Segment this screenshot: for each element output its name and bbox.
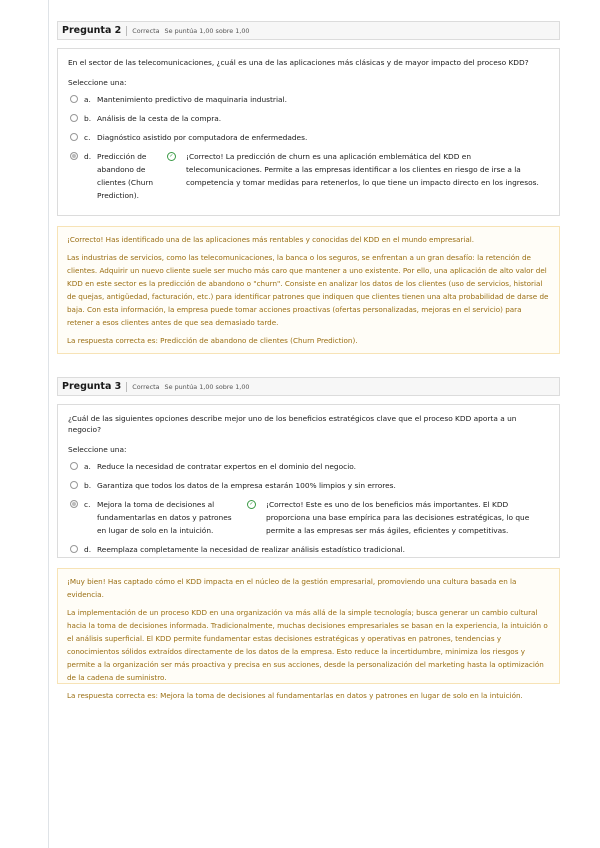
page-left-rule xyxy=(48,0,49,848)
question-number: Pregunta 3 xyxy=(62,381,122,392)
answer-option-d[interactable] xyxy=(68,150,549,202)
question-number: Pregunta 2 xyxy=(62,25,122,36)
option-letter: d. xyxy=(84,152,92,161)
question-2-header xyxy=(57,21,560,40)
radio-button[interactable] xyxy=(70,462,78,470)
answer-option-a[interactable] xyxy=(68,460,549,473)
option-letter: b. xyxy=(84,114,92,123)
option-letter: d. xyxy=(84,545,92,554)
answer-option-d[interactable] xyxy=(68,543,549,556)
option-letter: b. xyxy=(84,481,92,490)
select-prompt: Seleccione una: xyxy=(68,445,127,454)
radio-button[interactable] xyxy=(70,545,78,553)
option-letter: c. xyxy=(84,133,91,142)
radio-button[interactable] xyxy=(70,95,78,103)
option-text: Garantiza que todos los datos de la empresa estarán 100% limpios y sin errores. xyxy=(97,481,396,490)
radio-button[interactable] xyxy=(70,481,78,489)
radio-button[interactable] xyxy=(70,133,78,141)
question-grade: Se puntúa 1,00 sobre 1,00 xyxy=(164,26,250,35)
feedback-explanation: La implementación de un proceso KDD en una organización va más allá de la simple tecnología; busca generar un cambio cultural hacia la toma de decisiones informada. Tradicionalmente, muchas decisiones empresariales se basan en la experiencia, la intuición o el análisis superficial. El KDD permite fundamentar estas decisiones estratégicas y operativas en patrones, tendencias y conocimientos sólidos extraídos directamente de los datos de la empresa. Esto reduce la incertidumbre, minimiza los riesgos y permite a la organización ser más proactiva y precisa en sus acciones, desde la personalización del marketing hasta la optimización de la cadena de suministro. xyxy=(67,608,548,682)
feedback-explanation: Las industrias de servicios, como las telecomunicaciones, la banca o los seguros, se enfrentan a un gran desafío: la retención de clientes. Adquirir un nuevo cliente suele ser mucho más caro que mantener a uno existente. Por ello, una aplicación de alto valor del KDD en este sector es la predicción de abandono o "churn". Consiste en analizar los datos de los clientes (uso de servicios, historial de quejas, antigüedad, facturación, etc.) para identificar patrones que indiquen que clientes tienen una alta probabilidad de darse de baja. Con esta información, la empresa puede tomar acciones proactivas (ofertas personalizadas, mejoras en el servicio) para retener a esos clientes antes de que sea demasiado tarde. xyxy=(67,253,549,327)
question-2-general-feedback xyxy=(57,226,560,354)
correct-check-icon: ✓ xyxy=(167,152,176,161)
answer-option-c[interactable] xyxy=(68,131,549,144)
right-answer: La respuesta correcta es: Mejora la toma de decisiones al fundamentarlas en datos y patrones en lugar de solo en la intuición. xyxy=(67,691,523,700)
option-feedback: ¡Correcto! La predicción de churn es una aplicación emblemática del KDD en telecomunicaciones. Permite a las empresas identificar a los clientes en riesgo de irse a la competencia y tomar medidas para retenerlos, lo que tiene un impacto directo en los ingresos. xyxy=(186,152,539,187)
option-letter: a. xyxy=(84,95,91,104)
correct-check-icon: ✓ xyxy=(247,500,256,509)
question-2-content xyxy=(57,48,560,216)
feedback-summary: ¡Muy bien! Has captado cómo el KDD impacta en el núcleo de la gestión empresarial, promoviendo una cultura basada en la evidencia. xyxy=(67,577,517,599)
option-text: Mantenimiento predictivo de maquinaria industrial. xyxy=(97,95,287,104)
header-divider xyxy=(126,382,127,392)
option-text: Diagnóstico asistido por computadora de enfermedades. xyxy=(97,133,308,142)
question-state: Correcta xyxy=(132,382,160,391)
option-text: Predicción de abandono de clientes (Churn Prediction). xyxy=(97,152,154,200)
answer-option-b[interactable] xyxy=(68,479,549,492)
question-grade: Se puntúa 1,00 sobre 1,00 xyxy=(164,382,250,391)
radio-button[interactable] xyxy=(70,114,78,122)
question-state: Correcta xyxy=(132,26,160,35)
option-text: Reemplaza completamente la necesidad de realizar análisis estadístico tradicional. xyxy=(97,545,405,554)
question-3-general-feedback xyxy=(57,568,560,700)
radio-button-selected[interactable] xyxy=(70,152,78,160)
option-text: Reduce la necesidad de contratar expertos en el dominio del negocio. xyxy=(97,462,356,471)
question-3-content xyxy=(57,404,560,558)
question-text: ¿Cuál de las siguientes opciones describe mejor uno de los beneficios estratégicos clave que el proceso KDD aporta a un negocio? xyxy=(68,414,517,434)
answer-option-c[interactable] xyxy=(68,498,549,537)
header-divider xyxy=(126,26,127,36)
option-text: Mejora la toma de decisiones al fundamentarlas en datos y patrones en lugar de solo en la intuición. xyxy=(97,500,232,535)
question-3-header xyxy=(57,377,560,396)
feedback-summary: ¡Correcto! Has identificado una de las aplicaciones más rentables y conocidas del KDD en el mundo empresarial. xyxy=(67,235,475,244)
radio-button-selected[interactable] xyxy=(70,500,78,508)
option-feedback: ¡Correcto! Este es uno de los beneficios más importantes. El KDD proporciona una base empírica para las decisiones estratégicas, lo que permite a las empresas ser más ágiles, eficientes y competitivas. xyxy=(266,500,530,535)
answer-option-b[interactable] xyxy=(68,112,549,125)
select-prompt: Seleccione una: xyxy=(68,78,127,87)
option-letter: c. xyxy=(84,500,91,509)
option-text: Análisis de la cesta de la compra. xyxy=(97,114,222,123)
question-text: En el sector de las telecomunicaciones, ¿cuál es una de las aplicaciones más clásicas y de mayor impacto del proceso KDD? xyxy=(68,58,529,67)
answer-option-a[interactable] xyxy=(68,93,549,106)
option-letter: a. xyxy=(84,462,91,471)
right-answer: La respuesta correcta es: Predicción de abandono de clientes (Churn Prediction). xyxy=(67,336,358,345)
